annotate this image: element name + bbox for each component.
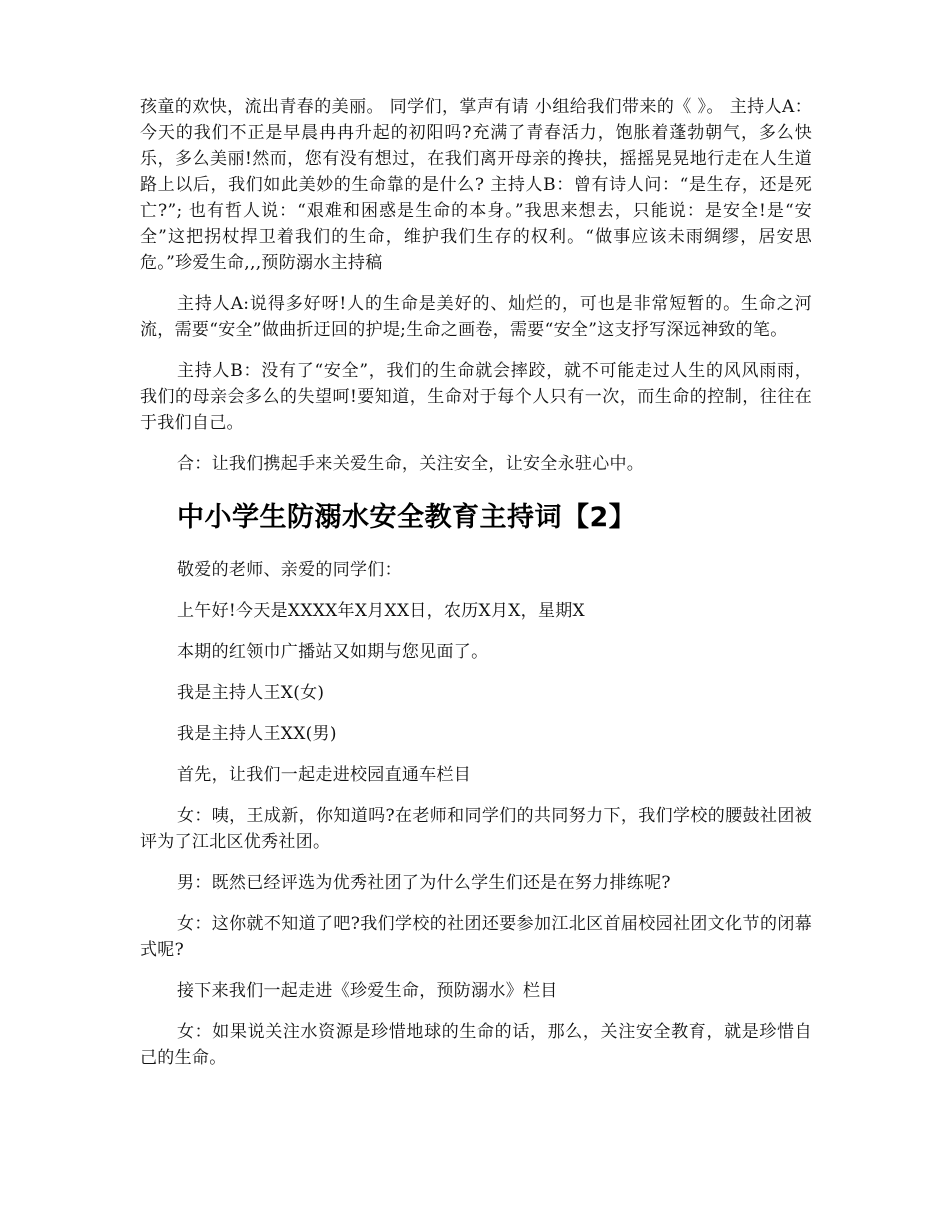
paragraph-dialogue-3: 女：这你就不知道了吧?我们学校的社团还要参加江北区首届校园社团文化节的闭幕式呢?: [140, 914, 812, 960]
paragraph-dialogue-4: 女：如果说关注水资源是珍惜地球的生命的话，那么，关注安全教育，就是珍惜自己的生命。: [140, 1022, 812, 1068]
paragraph-broadcast: 本期的红领巾广播站又如期与您见面了。: [177, 642, 489, 662]
paragraph-dialogue-2: 男：既然已经评选为优秀社团了为什么学生们还是在努力排练呢?: [177, 873, 671, 893]
paragraph-host-a: 主持人A:说得多好呀!人的生命是美好的、灿烂的，可也是非常短暂的。生命之河流，需要“安全”做曲折迂回的护堤;生命之画卷，需要“安全”这支抒写深远神致的笔。: [140, 294, 812, 340]
paragraph-host-male: 我是主持人王XX(男): [177, 724, 337, 744]
paragraph-host-b: 主持人B：没有了“安全”，我们的生命就会摔跤，就不可能走过人生的风风雨雨，我们的母亲会多么的失望呵!要知道，生命对于每个人只有一次，而生命的控制，往往在于我们自己。: [140, 361, 812, 433]
paragraph-together: 合：让我们携起手来关爱生命，关注安全，让安全永驻心中。: [177, 454, 645, 474]
paragraph-intro: 孩童的欢快，流出青春的美丽。 同学们，掌声有请 小组给我们带来的《 》。 主持人A：今天的我们不正是早晨冉冉升起的初阳吗?充满了青春活力，饱胀着蓬勃朝气，多么快乐，多么美丽!然而，您有没有想过，在我们离开母亲的搀扶，摇摇晃晃地行走在人生道路上以后，我们如此美妙的生命靠的是什么? 主持人B：曾有诗人问：“是生存，还是死亡?”; 也有哲人说：“艰难和困惑是生命的本身。”我思来想去，只能说：是安全!是“安全”这把拐杖捍卫着我们的生命，维护我们生存的权利。“做事应该未雨绸缪，居安思危。”珍爱生命,,,预防溺水主持稿: [140, 97, 812, 273]
section-heading: 中小学生防溺水安全教育主持词【2】: [177, 502, 637, 533]
paragraph-next-column: 接下来我们一起走进《珍爱生命，预防溺水》栏目: [177, 981, 558, 1001]
document-body: [140, 94, 812, 1071]
paragraph-date: 上午好!今天是XXXX年X月XX日，农历X月X，星期X: [177, 601, 585, 621]
paragraph-dialogue-1: 女：咦，王成新，你知道吗?在老师和同学们的共同努力下，我们学校的腰鼓社团被评为了江北区优秀社团。: [140, 806, 812, 852]
paragraph-greeting: 敬爱的老师、亲爱的同学们：: [177, 560, 402, 580]
paragraph-host-female: 我是主持人王X(女): [177, 683, 325, 703]
paragraph-campus-column: 首先，让我们一起走进校园直通车栏目: [177, 765, 472, 785]
